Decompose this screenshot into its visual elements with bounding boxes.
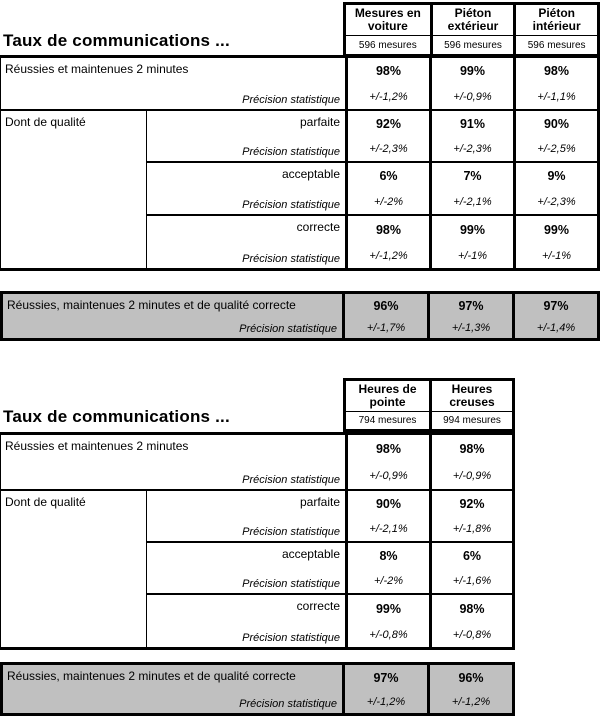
precision-value: +/-2,5% <box>537 143 576 155</box>
value: 98% <box>543 64 570 79</box>
column-sample-size: 596 mesures <box>444 39 502 51</box>
value-cell <box>429 163 513 216</box>
value-cell <box>513 58 597 111</box>
row-label-reussies <box>1 58 345 111</box>
precision-value: +/-1% <box>541 249 572 262</box>
value-cell <box>427 665 512 713</box>
precision-value: +/-1,8% <box>452 523 492 535</box>
value-cell <box>345 163 429 216</box>
precision-value: +/-2,3% <box>369 143 408 155</box>
value: 6% <box>462 549 482 563</box>
value-cell <box>345 491 429 543</box>
precision-value: +/-1,7% <box>366 321 406 334</box>
precision-value: +/-2% <box>373 195 404 208</box>
column-name: Heures creuses <box>432 381 512 412</box>
value: 99% <box>543 222 570 237</box>
group-label-dont-de-qualite: Dont de qualité <box>5 495 86 509</box>
value: 96% <box>458 670 484 685</box>
precision-value: +/-0,9% <box>369 470 408 482</box>
sub-row-label-acceptable <box>146 543 345 595</box>
value-cell <box>513 111 597 163</box>
table1-column-headers <box>343 2 600 57</box>
value-cell <box>345 58 429 111</box>
sub-row-label-text: correcte <box>296 220 340 234</box>
table1-col-voiture <box>346 5 430 54</box>
value-cell <box>429 58 513 111</box>
precision-value: +/-2,3% <box>537 195 576 208</box>
value: 96% <box>373 298 399 313</box>
value: 97% <box>543 298 569 313</box>
value: 9% <box>547 169 566 184</box>
column-sample-size: 994 mesures <box>443 415 501 426</box>
precision-value: +/-2,1% <box>369 523 408 535</box>
sub-row-label-text: acceptable <box>281 167 340 181</box>
row-label-reussies <box>1 435 345 491</box>
value-cell <box>345 216 429 268</box>
precision-label: Précision statistique <box>242 146 340 158</box>
value-cell <box>342 294 427 338</box>
value: 98% <box>375 222 402 237</box>
sub-row-label-text: parfaite <box>299 115 340 129</box>
value-cell <box>513 216 597 268</box>
sub-row-label-parfaite <box>146 491 345 543</box>
table2-body <box>0 432 515 650</box>
value: 98% <box>375 64 402 79</box>
value: 98% <box>459 601 485 616</box>
value: 99% <box>375 601 402 616</box>
precision-value: +/-1,2% <box>369 90 408 103</box>
precision-value: +/-0,9% <box>452 470 492 482</box>
value: 90% <box>375 497 402 511</box>
column-name: Piéton extérieur <box>433 5 514 36</box>
precision-value: +/-1,2% <box>366 695 406 708</box>
value-cell <box>429 216 513 268</box>
value-cell <box>345 595 429 647</box>
precision-value: +/-2% <box>373 575 404 587</box>
value: 7% <box>463 169 482 184</box>
precision-value: +/-1,4% <box>536 321 576 334</box>
value-cell <box>342 665 427 713</box>
column-name: Piéton intérieur <box>516 5 597 36</box>
precision-value: +/-0,8% <box>369 628 408 641</box>
value-cell <box>427 294 512 338</box>
sub-row-label-acceptable <box>146 163 345 216</box>
value: 91% <box>459 117 486 131</box>
value-cell <box>345 435 429 491</box>
footer-label-text: Réussies, maintenues 2 minutes et de qualité correcte <box>7 669 296 683</box>
table2-footer <box>0 662 515 716</box>
precision-label: Précision statistique <box>242 94 340 106</box>
table1-footer <box>0 291 600 341</box>
footer-label <box>3 294 342 338</box>
sub-row-label-text: parfaite <box>299 495 340 509</box>
value: 92% <box>375 117 402 131</box>
table2-col-heures-creuses <box>429 381 512 429</box>
value-cell <box>429 491 512 543</box>
column-name: Heures de pointe <box>346 381 429 412</box>
value-cell <box>512 294 597 338</box>
precision-value: +/-0,9% <box>453 90 492 103</box>
sub-row-label-text: correcte <box>296 599 340 613</box>
table2-column-headers <box>343 378 515 432</box>
precision-value: +/-1% <box>457 249 488 262</box>
table2-col-heures-pointe <box>346 381 429 429</box>
table1-col-pieton-exterieur <box>430 5 514 54</box>
precision-label: Précision statistique <box>242 253 340 265</box>
row-label-text: Réussies et maintenues 2 minutes <box>5 62 189 76</box>
value-cell <box>513 163 597 216</box>
group-label-dont-de-qualite: Dont de qualité <box>5 115 86 129</box>
row-label-text: Réussies et maintenues 2 minutes <box>5 439 189 453</box>
value: 90% <box>543 117 570 131</box>
footer-label-text: Réussies, maintenues 2 minutes et de qualité correcte <box>7 298 296 312</box>
value: 97% <box>458 298 484 313</box>
value-cell <box>345 543 429 595</box>
precision-label: Précision statistique <box>242 578 340 590</box>
sub-row-label-correcte <box>146 595 345 647</box>
footer-label <box>3 665 342 713</box>
table1-title: Taux de communications ... <box>3 31 230 50</box>
value: 97% <box>373 670 399 685</box>
value: 8% <box>379 549 398 563</box>
value-cell <box>429 595 512 647</box>
value-cell <box>429 543 512 595</box>
value: 99% <box>459 64 486 79</box>
precision-value: +/-1,1% <box>537 90 576 103</box>
precision-label: Précision statistique <box>239 323 337 335</box>
column-name: Mesures en voiture <box>346 5 430 36</box>
column-sample-size: 596 mesures <box>527 39 586 51</box>
value: 92% <box>459 497 485 511</box>
value: 6% <box>379 169 398 184</box>
precision-label: Précision statistique <box>242 199 340 211</box>
column-sample-size: 794 mesures <box>358 415 417 426</box>
precision-value: +/-2,1% <box>453 195 492 208</box>
table1-body <box>0 55 600 271</box>
value: 98% <box>375 442 402 456</box>
precision-value: +/-2,3% <box>453 143 492 155</box>
precision-value: +/-0,8% <box>452 628 492 641</box>
precision-label: Précision statistique <box>242 526 340 538</box>
value: 99% <box>459 222 486 237</box>
precision-label: Précision statistique <box>242 632 340 644</box>
table1-col-pieton-interieur <box>513 5 597 54</box>
sub-row-label-correcte <box>146 216 345 268</box>
precision-value: +/-1,2% <box>369 249 408 262</box>
sub-row-label-text: acceptable <box>281 547 340 561</box>
precision-value: +/-1,2% <box>451 695 491 708</box>
column-sample-size: 596 mesures <box>358 39 417 51</box>
precision-value: +/-1,3% <box>451 321 491 334</box>
value: 98% <box>459 442 485 456</box>
precision-label: Précision statistique <box>239 698 337 710</box>
precision-value: +/-1,6% <box>452 575 492 587</box>
value-cell <box>345 111 429 163</box>
value-cell <box>429 111 513 163</box>
precision-label: Précision statistique <box>242 474 340 486</box>
table2-title: Taux de communications ... <box>3 407 230 426</box>
value-cell <box>429 435 512 491</box>
sub-row-label-parfaite <box>146 111 345 163</box>
